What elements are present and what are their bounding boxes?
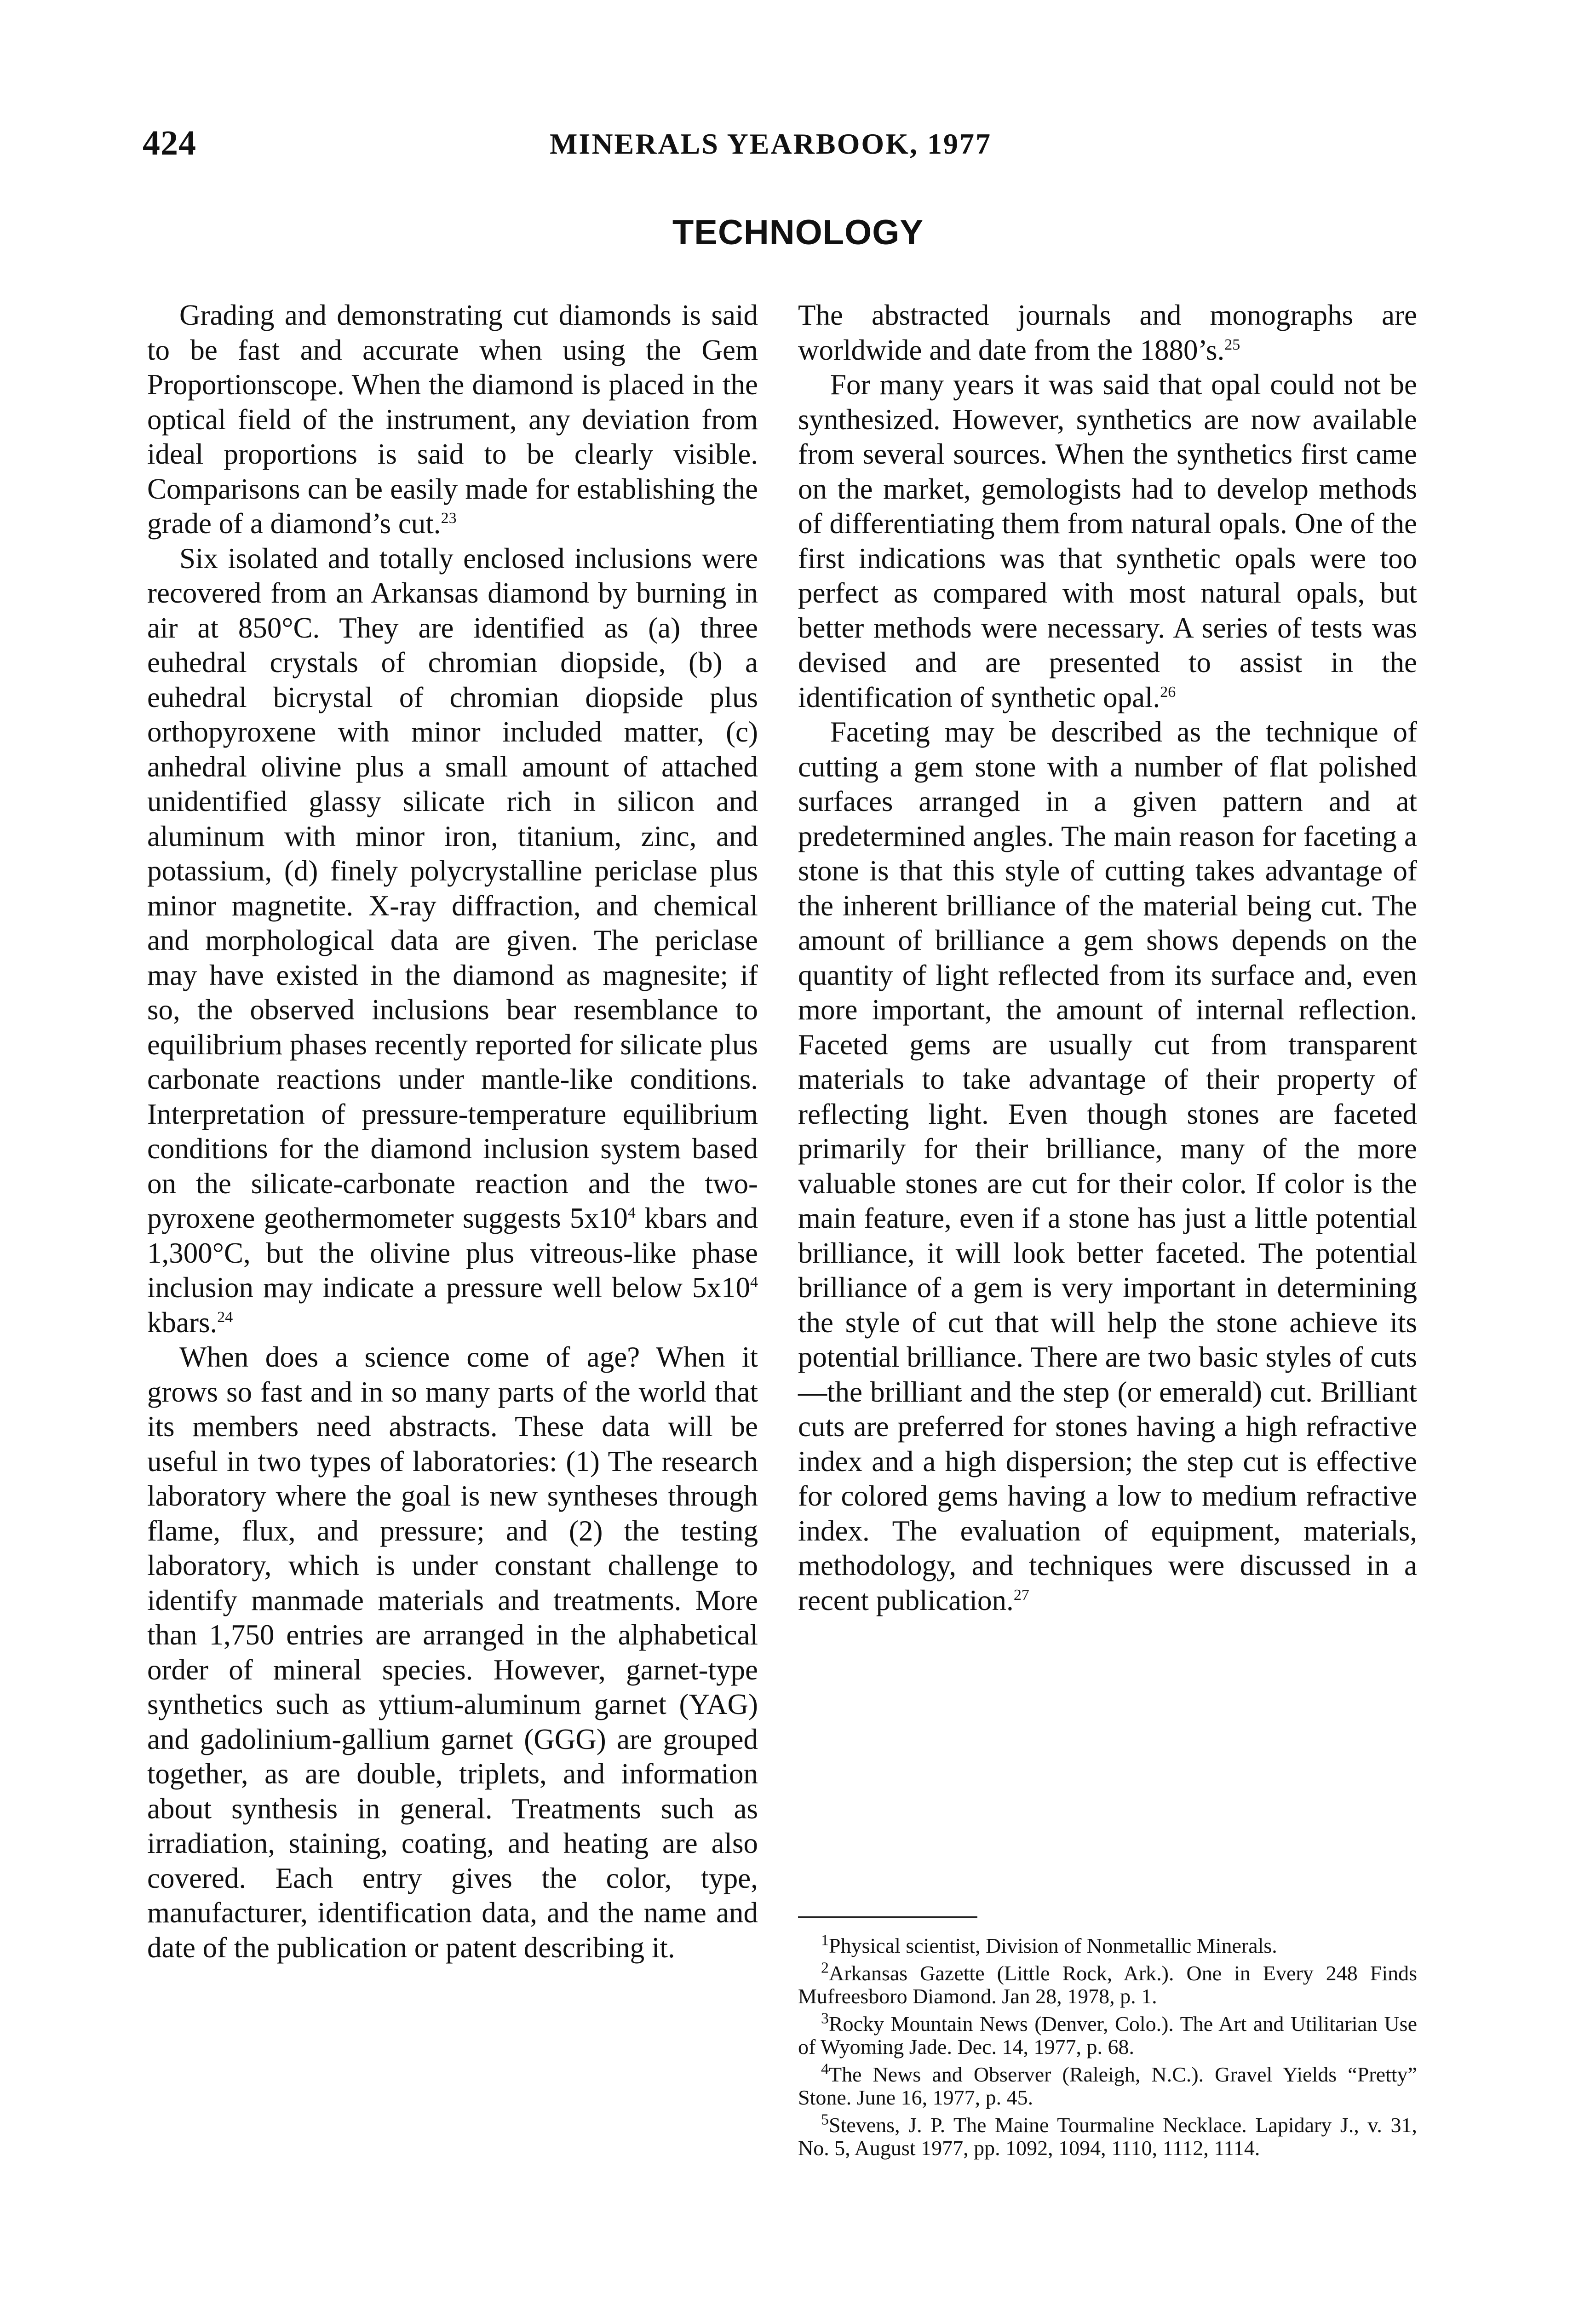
section-heading: TECHNOLOGY [672,213,924,252]
paragraph-faceting: Faceting may be described as the technique of cutting a gem stone with a number of flat polished surfaces arranged in a given pattern and at predetermined angles. The main reason for faceting a stone is that this style of cutting takes advantage of the inherent brilliance of the material being cut. The amount of brilliance a gem shows depends on the quantity of light reflected from its surface and, even more important, the amount of internal reflection. Faceted gems are usually cut from transparent materials to take advantage of their property of reflecting light. Even though stones are faceted primarily for their brilliance, many of the more valuable stones are cut for their color. If color is the main feature, even if a stone has just a little potential brilliance, it will look better faceted. The potential brilliance of a gem is very important in determining the style of cut that will help the stone achieve its potential brilliance. There are two basic styles of cuts—the brilliant and the step (or emerald) cut. Brilliant cuts are preferred for stones having a high refractive index and a high dispersion; the step cut is effective for colored gems having a low to medium refractive index. The evaluation of equipment, materials, methodology, and techniques were discussed in a recent publication.$^{27}$ [798,716,1417,1616]
paragraph-diamond-inclusions: Six isolated and totally enclosed inclusions were recovered from an Arkansas diamond by burning in air at 850°C. They are identified as (a) three euhedral crystals of chromian diopside, (b) a euhedral bicrystal of chromian diopside plus orthopyroxene with minor included matter, (c) anhedral olivine plus a small amount of attached unidentified glassy silicate rich in silicon and aluminum with minor iron, titanium, zinc, and potassium, (d) finely polycrystalline periclase plus minor magnetite. X-ray diffraction, and chemical and morphological data are given. The periclase may have existed in the diamond as magnesite; if so, the observed inclusions bear resemblance to equilibrium phases recently reported for silicate plus carbonate reactions under mantle-like conditions. Interpretation of pressure-temperature equilibrium conditions for the diamond inclusion system based on the silicate-carbonate reaction and the two-pyroxene geothermometer suggests $5x10^4$ kbars and 1,300°C, but the olivine plus vitreous-like phase inclusion may indicate a pressure well below $5x10^4$ kbars.$^{24}$ [147,542,758,1339]
footnote: $^1$Physical scientist, Division of Nonmetallic Minerals. [821,1932,1277,1957]
paragraph-abstracts: When does a science come of age? When it grows so fast and in so many parts of the world that its members need abstracts. These data will be useful in two types of laboratories: (1) The research laboratory where the goal is new syntheses through flame, flux, and pressure; and (2) the testing laboratory, which is under constant challenge to identify manmade materials and treatments. More than 1,750 entries are arranged in the alphabetical order of mineral species. However, garnet-type synthetics such as yttium-aluminum garnet (YAG) and gadolinium-gallium garnet (GGG) are grouped together, as are double, triplets, and information about synthesis in general. Treatments such as irradiation, staining, coating, and heating are also covered. Each entry gives the color, type, manufacturer, identification data, and the name and date of the publication or patent describing it. [147,1341,758,1964]
paragraph-synthetic-opal: For many years it was said that opal could not be synthesized. However, synthetics are now available from several sources. When the synthetics first came on the market, gemologists had to develop methods of differentiating them from natural opals. One of the first indications was that synthetic opals were too perfect as compared with most natural opals, but better methods were necessary. A series of tests was devised and are presented to assist in the identification of synthetic opal.$^{26}$ [798,368,1417,713]
footnote-ref: 23 [441,510,457,527]
publication-title: MINERALS YEARBOOK, 1977 [550,127,992,160]
paragraph-abstracts-continued: The abstracted journals and monographs are worldwide and date from the 1880’s.$^{25}$ [798,299,1417,366]
exponent: 4 [750,1274,758,1291]
left-column [147,298,758,1965]
paragraph-gem-proportionscope: Grading and demonstrating cut diamonds is said to be fast and accurate when using the Gem Proportionscope. When the diamond is placed in the optical field of the instrument, any deviation from ideal proportions is said to be clearly visible. Comparisons can be easily made for establishing the grade of a diamond’s cut.$^{23}$ [147,299,758,540]
page-number: 424 [143,124,196,162]
footnote-ref: 27 [1013,1586,1029,1604]
exponent: 4 [627,1204,636,1221]
footnote-divider [798,1916,977,1918]
footnote-ref: 24 [217,1308,233,1326]
footnote: $^4$The News and Observer (Raleigh, N.C.). Gravel Yields “Pretty” Stone. June 16, 1977, p. 45. [798,2060,1417,2109]
footnote-ref: 25 [1224,336,1240,353]
right-column [798,298,1417,1618]
footnote: $^2$Arkansas Gazette (Little Rock, Ark.). One in Every 248 Finds Mufreesboro Diamond. Jan 28, 1978, p. 1. [798,1959,1417,2008]
footnote-ref: 26 [1160,683,1176,701]
footnotes [798,1934,1417,2164]
footnote: $^5$Stevens, J. P. The Maine Tourmaline Necklace. Lapidary J., v. 31, No. 5, August 1977, pp. 1092, 1094, 1110, 1112, 1114. [798,2111,1417,2160]
running-header [0,123,1596,165]
footnote: $^3$Rocky Mountain News (Denver, Colo.). The Art and Utilitarian Use of Wyoming Jade. Dec. 14, 1977, p. 68. [798,2010,1417,2058]
